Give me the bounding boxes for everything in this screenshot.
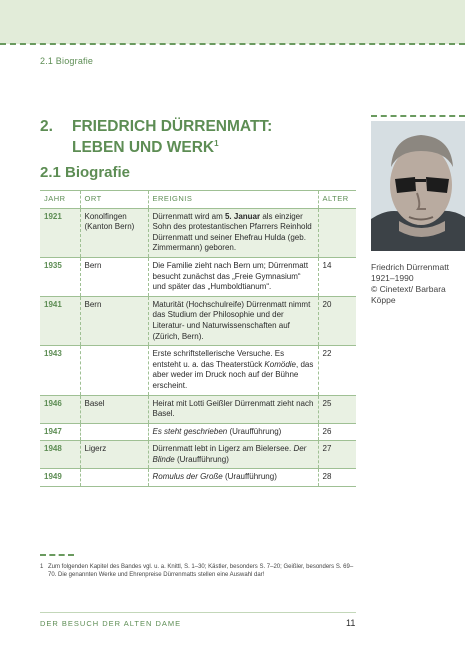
table-row (40, 469, 356, 487)
footer-book-title: DER BESUCH DER ALTEN DAME (40, 619, 182, 628)
cell-year: 1946 (40, 395, 80, 423)
cell-event: Heirat mit Lotti Geißler Dürrenmatt zieht nach Basel. (148, 395, 318, 423)
top-dashed-rule (0, 43, 465, 45)
cell-year: 1921 (40, 208, 80, 257)
cell-year: 1935 (40, 257, 80, 296)
caption-name: Friedrich Dürrenmatt (371, 262, 449, 272)
photo-dashed-rule (371, 115, 465, 117)
cell-age: 22 (318, 346, 356, 395)
table-row (40, 257, 356, 296)
cell-age: 27 (318, 441, 356, 469)
table-row (40, 441, 356, 469)
header-year: JAHR (40, 191, 80, 209)
header-age: ALTER (318, 191, 356, 209)
table-header-row (40, 191, 356, 209)
cell-event: Dürrenmatt lebt in Ligerz am Bielersee. Der Blinde (Uraufführung) (148, 441, 318, 469)
cell-year: 1948 (40, 441, 80, 469)
running-head: 2.1 Biografie (40, 56, 94, 66)
cell-year: 1943 (40, 346, 80, 395)
cell-year: 1941 (40, 296, 80, 345)
cell-age: 26 (318, 423, 356, 441)
cell-place: Basel (80, 395, 148, 423)
cell-age (318, 208, 356, 257)
header-event: EREIGNIS (148, 191, 318, 209)
biography-table (40, 190, 356, 487)
cell-year: 1947 (40, 423, 80, 441)
author-portrait (371, 121, 465, 251)
cell-place (80, 423, 148, 441)
caption-credit: © Cinetext/ Barbara Köppe (371, 284, 446, 305)
table-row (40, 423, 356, 441)
footnote-text: Zum folgenden Kapitel des Bandes vgl. u. a. Knittl, S. 1–30; Kästler, besonders S. 7–20; Geißler, besonders S. 69–70. Die genannten Werke und Ehrenpreise Dürrenmatts stellen eine Auswahl dar! (48, 564, 354, 579)
cell-event: Erste schriftstellerische Versuche. Es entsteht u. a. das Theaterstück Komödie, das aber weder im Druck noch auf der Bühne erscheint. (148, 346, 318, 395)
cell-event: Die Familie zieht nach Bern um; Dürrenmatt besucht zunächst das „Freie Gymnasium“ und später das „Humboldtianum“. (148, 257, 318, 296)
cell-event: Romulus der Große (Uraufführung) (148, 469, 318, 487)
chapter-footnote-marker: 1 (214, 139, 219, 148)
footnote (40, 563, 356, 579)
photo-caption (371, 262, 465, 306)
header-place: ORT (80, 191, 148, 209)
table-row (40, 296, 356, 345)
cell-place: Ligerz (80, 441, 148, 469)
cell-event: Dürrenmatt wird am 5. Januar als einziger Sohn des protestantischen Pfarrers Reinhold Dürrenmatt und seiner Ehefrau Hulda (geb. Zimmermann) geboren. (148, 208, 318, 257)
cell-place (80, 346, 148, 395)
caption-years: 1921–1990 (371, 273, 414, 283)
cell-place: Konolfingen (Kanton Bern) (80, 208, 148, 257)
table-row (40, 208, 356, 257)
cell-place: Bern (80, 257, 148, 296)
cell-place: Bern (80, 296, 148, 345)
top-band (0, 0, 465, 44)
cell-age: 20 (318, 296, 356, 345)
chapter-title-line1: FRIEDRICH DÜRRENMATT: (72, 118, 273, 135)
cell-year: 1949 (40, 469, 80, 487)
footnote-dashed-rule (40, 554, 74, 556)
footer-rule (40, 612, 356, 613)
author-portrait-illustration (371, 121, 465, 251)
cell-place (80, 469, 148, 487)
cell-age: 14 (318, 257, 356, 296)
chapter-number: 2. (40, 118, 53, 135)
table-row (40, 346, 356, 395)
cell-event: Maturität (Hochschulreife) Dürrenmatt nimmt das Studium der Philosophie und der Literatur- und Naturwissenschaften auf (Zürich, Bern). (148, 296, 318, 345)
cell-event: Es steht geschrieben (Uraufführung) (148, 423, 318, 441)
section-title: 2.1 Biografie (40, 164, 131, 181)
chapter-title-line2: LEBEN UND WERK (72, 139, 215, 157)
footnote-number: 1 (40, 564, 44, 570)
cell-age: 28 (318, 469, 356, 487)
table-row (40, 395, 356, 423)
cell-age: 25 (318, 395, 356, 423)
page-number: 11 (346, 618, 356, 628)
